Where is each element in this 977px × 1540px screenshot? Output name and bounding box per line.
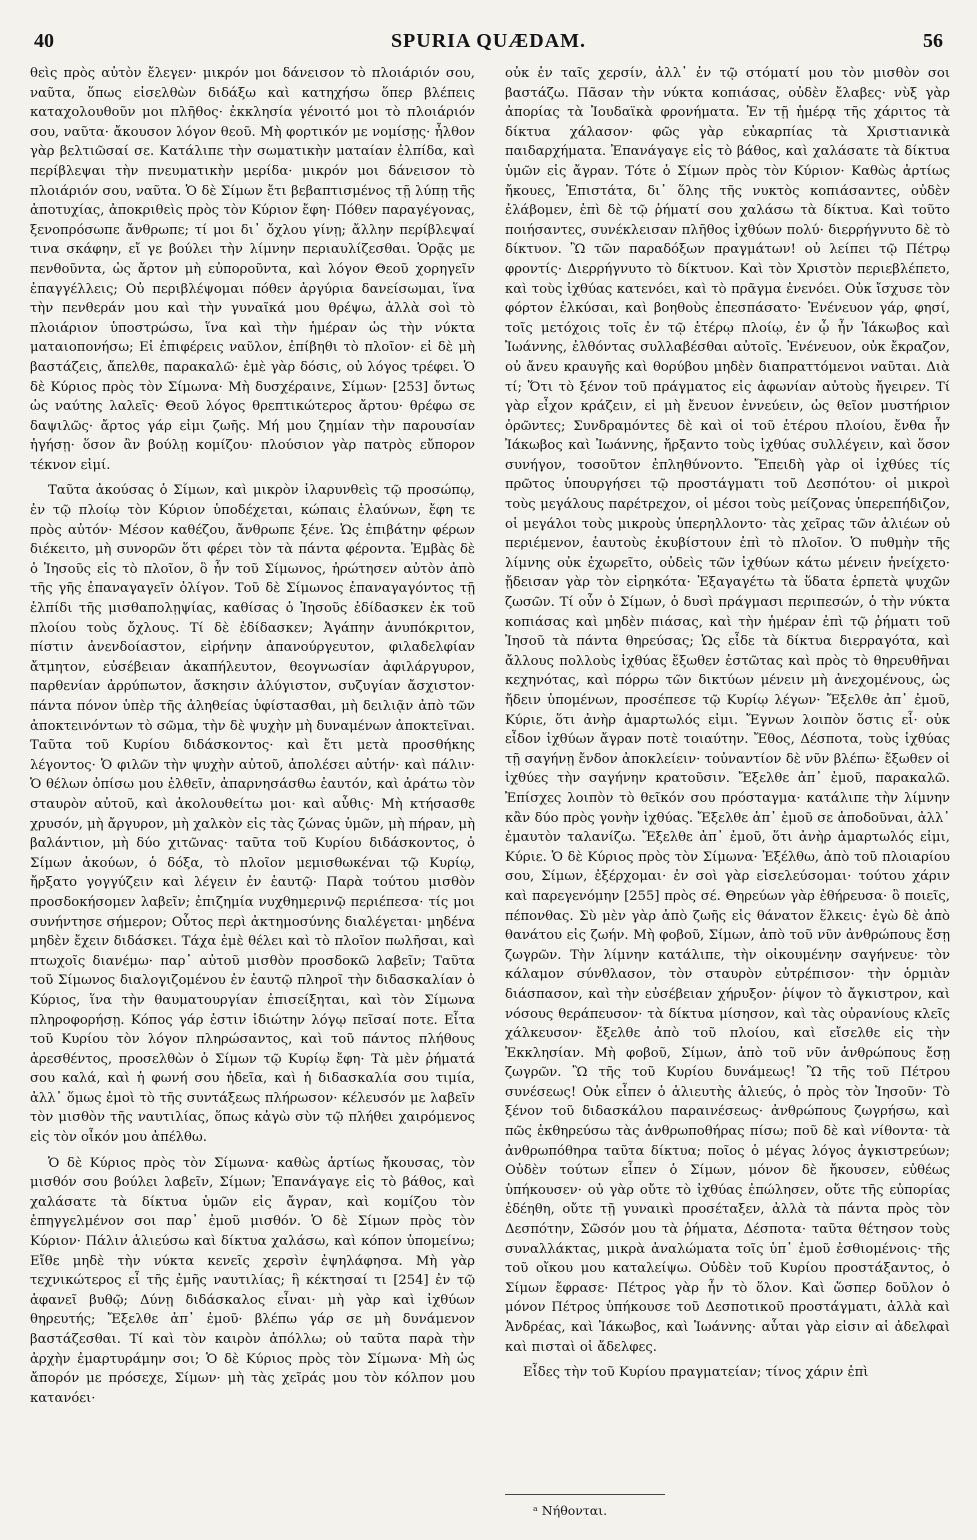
left-paragraph-1: θεὶς πρὸς αὐτὸν ἔλεγεν· μικρόν μοι δάνεισον τὸ πλοιάριόν σου, ναῦτα, ὅπως εἰσελθὼν διδάξω καὶ κατηχήσω ὅπερ βλέπεις καταχολουθοῦν μοι πλῆθος· ἐκκλησία γένοιτό μοι τὸ πλοιάριόν σου, ναῦτα· ἄκουσον λόγον θεοῦ. Μὴ φορτικόν με νομίσῃς· ἦλθον γὰρ βελτιῶσαί σε. Κατάλιπε τὴν σωματικὴν ματαίαν ἐλπίδα, καὶ περίβλεψαι τὴν πνευματικὴν μερίδα· μικρόν μοι δάνεισον τὸ πλοιάριόν σου, ναῦτα. Ὁ δὲ Σίμων ἔτι βεβαπτισμένος τῇ λύπῃ τῆς ἀποτυχίας, ἀποκριθεὶς πρὸς τὸν Κύριον ἔφη· Πόθεν παραγέγονας, ξενοπρόσωπε ἄνθρωπε; τί μοι δι᾽ ὄχλου γίνῃ; ἄλλην περίβλεψαί τινα σκάφην, εἴ γε βούλει τὴν λίμνην περιαυλίζεσθαι. Ὁρᾷς με πενθοῦντα, ὡς ἄρτον μὴ εὐποροῦντα, καὶ λόγον Θεοῦ χορηγεῖν ἐπαγγέλλεις; Οὐ περιβλέψομαι πόθεν ἀργύρια δανείσωμαι, ἵνα τὴν πενθεράν μου καὶ τὴν γυναῖκά μου θρέψω, ἀλλὰ σοὶ τὸ πλοιάριον ὑποστρώσω, ἵνα καὶ τὴν ἡμέραν ὡς τὴν νύκτα ματαιοπονήσω; Εἰ ἐπιφέρεις ναῦλον, ἐπίβηθι τὸ πλοῖον· εἰ δὲ μὴ βαστάζεις, ἄπελθε, παρακαλῶ· ἐμὲ γὰρ δόσις, οὐ λόγος τρέφει. Ὁ δὲ Κύριος πρὸς τὸν Σίμωνα· Μὴ δυσχέραινε, Σίμων· [253] ὄντως ὡς ναύτης λαλεῖς· Θεοῦ λόγος θρεπτικώτερος ἄρτου· θρέφω σε δαψιλῶς· ἄρτος γάρ εἰμι ζωῆς. Μή μου ζημίαν τὴν παρουσίαν ἡγήσῃ· ὅσον ἂν βούλῃ κομίζου· πλούσιον γὰρ πατρὸς εὔπορον τέκνον εἰμί. — [30, 66, 475, 473]
right-paragraph-1: οὐκ ἐν ταῖς χερσίν, ἀλλ᾽ ἐν τῷ στόματί μου τὸν μισθὸν σοι βαστάζω. Πᾶσαν τὴν νύκτα κοπιάσας, οὐδὲν ἔλαβες· νὺξ γὰρ ἀπορίας τὰ Ἰουδαϊκὰ φρονήματα. Ἐν τῇ ἡμέρᾳ τῆς χάριτος τὰ δίκτυα χάλασον· φῶς γὰρ εὐκαρπίας τὰ Χριστιανικὰ παιδαρχήματα. Ἐπανάγαγε εἰς τὸ βάθος, καὶ χαλάσατε τὰ δίκτυα ὑμῶν εἰς ἄγραν. Τότε ὁ Σίμων πρὸς τὸν Κύριον· Καθὼς ἀρτίως ἤκουες, Ἐπιστάτα, δι᾽ ὅλης τῆς νυκτὸς κοπιάσαντες, οὐδὲν ἐλάβομεν, ἐπὶ δὲ τῷ ῥήματί σου χαλάσω τὰ δίκτυα. Καὶ τοῦτο ποιήσαντες, συνέκλεισαν πλῆθος ἰχθύων πολύ· διερρήγνυτο δὲ τὸ δίκτυον. Ὢ τῶν παραδόξων πραγμάτων! οὐ λείπει τῷ Πέτρῳ φροντίς· Διερρήγνυτο τὸ δίκτυον. Καὶ τὸν Χριστὸν περιεβλέπετο, καὶ τοὺς ἰχθύας κατενόει, καὶ τὸ πρᾶγμα ἐνενόει. Οὐκ ἴσχυσε τὸν φόρτον ἑλκύσαι, καὶ βοηθοὺς ἐπεσπάσατο· Ἐνένευον γάρ, φησί, τοῖς μετόχοις τοῖς ἐν τῷ ἑτέρῳ πλοίῳ, ἐν ᾧ ἦν Ἰάκωβος καὶ Ἰωάννης, ἐλθόντας συλλαβέσθαι αὐτοῖς. Ἐνένευον, οὐκ ἔκραζον, οὐ ἄνευ κραυγῆς καὶ θορύβου μηδὲν διαπραττόμενοι ναῦται. Διὰ τί; Ὅτι τὸ ξένον τοῦ πράγματος εἰς ἀφωνίαν αὐτοὺς ἤγειρεν. Τί γὰρ εἶχον κράζειν, εἰ μὴ ἔνευον ἐννεύειν, ὡς θεῖον μυστήριον ὁρῶντες; Συνδραμόντες δὲ καὶ οἱ τοῦ ἑτέρου πλοίου, ἔνθα ἦν Ἰάκωβος καὶ Ἰωάννης, ἤρξαντο τοὺς ἰχθύας συλλέγειν, καὶ ὅσον συνήγον, τοσοῦτον ἐπληθύνοντο. Ἔπειδὴ γὰρ οἱ ἰχθύες τίς πρῶτος ὑπουργήσει τῷ προστάγματι τοῦ Δεσπότου· οἱ μικροὶ τοὺς μεγάλους παρέτρεχον, οἱ μέσοι τοὺς μείζονας ὑπερεπήδιζον, οἱ μεγάλοι τοὺς μικροὺς ὑπερηλλοντο· τὰς χεῖρας τῶν ἁλιέων οὐ περιέμενον, ἑαυτοὺς ἐκυβίστουν ἐπὶ τὸ πλοῖον. Ὁ πυθμὴν τῆς λίμνης οὐκ ἐχωρεῖτο, οὐδεὶς τῶν ἰχθύων κάτω μένειν ἠνείχετο· ᾔδεισαν γὰρ τὸν εἰρηκότα· Ἐξαγαγέτω τὰ ὕδατα ἑρπετὰ ψυχῶν ζωσῶν. Τί οὖν ὁ Σίμων, ὁ δυσὶ πράγμασι περιπεσών, ὁ τὴν νύκτα κοπιάσας καὶ μηδὲν πιάσας, καὶ τὴν ἡμέραν ἐπὶ τῷ ῥήματι τοῦ Ἰησοῦ τὰ πάντα θηρεύσας; Ὡς εἶδε τὰ δίκτυα διερραγότα, καὶ ἄλλους πολλοὺς ἰχθύας ἔξωθεν ἑστῶτας καὶ πρὸς τὸ θηρευθῆναι κεχηνότας, καὶ πόρρω τῶν δικτύων μένειν μὴ ἀνεχομένους, ὡς ἤδειν ὑπομένων, προσέπεσε τῷ Κυρίῳ λέγων· Ἔξελθε ἀπ᾽ ἐμοῦ, Κύριε, ὅτι ἀνὴρ ἁμαρτωλός εἰμι. Ἔγνων λοιπὸν ὅστις εἶ· οὐκ εἶδον ἰχθύων ἄγραν ποτὲ τοιαύτην. Ἔθος, Δέσποτα, τοὺς ἰχθύας τῇ σαγήνῃ ἔνδον ἀποκλείειν· τοὐναντίον δὲ νῦν βλέπω· ἔξωθεν οἱ ἰχθύες τὴν σαγήνην κρατοῦσιν. Ἔξελθε ἀπ᾽ ἐμοῦ, παρακαλῶ. Ἐπίσχες λοιπὸν τὸ θεῖκόν σου πρόσταγμα· κατάλιπε τὴν λίμνην κἂν δύο πρὸς γονὴν ἰχθύας. Ἔξελθε ἀπ᾽ ἐμοῦ σε ἀποδοῦναι, ἀλλ᾽ ἐμαυτὸν ταλανίζω. Ἔξελθε ἀπ᾽ ἐμοῦ, ὅτι ἀνὴρ ἁμαρτωλός εἰμι, Κύριε. Ὁ δὲ Κύριος πρὸς τὸν Σίμωνα· Ἐξέλθω, ἀπὸ τοῦ πλοιαρίου σου, Σίμων, ἐξέρχομαι· ἐν σοὶ γὰρ εἰσελεύσομαι· τούτου χάριν καὶ παρεγενόμην [255] πρὸς σέ. Θηρεύων γὰρ ἐθήρευσα· ὃ ποιεῖς, πέπονθας. Σὺ μὲν γὰρ ἀπὸ ζωῆς εἰς θάνατον ἕλκεις· ἐγὼ δὲ ἀπὸ θανάτου εἰς ζωήν. Μὴ φοβοῦ, Σίμων, ἀπὸ τοῦ νῦν ἀνθρώπους ἔσῃ ζωγρῶν. Τὴν λίμνην κατάλιπε, τὴν οἰκουμένην σαγήνευε· τὸν κάλαμον σύνθλασον, τὸν σταυρὸν εὐτρέπισον· τὴν ὁρμιὰν διάσπασον, καὶ τὴν εὐσέβειαν χήρυξον· ῥίψον τὸ ἄγκιστρον, καὶ νόσους θεράπευσον· τὰ δίκτυα μίσησον, καὶ τὰς οὐρανίους κλεῖς χάλκευσον· ἔξελθε ἀπὸ τοῦ πλοίου, καὶ εἴσελθε εἰς τὴν Ἐκκλησίαν. Μὴ φοβοῦ, Σίμων, ἀπὸ τοῦ νῦν ἀνθρώπους ἔσῃ ζωγρῶν. Ὢ τῆς τοῦ Κυρίου δυνάμεως! Ὢ τῆς τοῦ Πέτρου συνέσεως! Οὐκ εἶπεν ὁ ἁλιευτὴς ἁλιεύς, ὁ πρὸς τὸν Ἰησοῦν· Τὸ ξένον τοῦ διδασκάλου παραινέσεως· ἀνθρώπους ζωγρήσω, καὶ πῶς ἐκθηρεύσω τὰς ἀνθρωποθήρας πίσω; ποῦ δὲ καὶ νίθοντα· τὰ ἀνθρωπόθηρα ταῦτα δίκτυα; ποῖος ὁ μέγας λόγος ἀγκιστρεύων; Οὐδὲν τούτων εἶπεν ὁ Σίμων, μόνον δὲ ἤκουσεν, εὐθέως ὑπήκουσεν· οὐ γὰρ οὔτε τὸ ἰχθύας ἐπώλησεν, οὔτε τῆς εὐπορίας ἐδέηθη, οὔτε τῇ γυναικὶ προσέταξεν, ἀλλὰ τὰ πάντα πρὸς τὸν Δεσπότην, Σῶσόν μου τὰ ῥήματα, Δέσποτα· ταῦτα θέτησον τοὺς συναλλάκτας, μικρὰ ἀναλώματα τοῖς ὑπ᾽ ἐμοῦ ἐσθιομένοις· τῆς τοῦ οἴκου μου καταλείψω. Οὐδὲν τοῦ Κυρίου προστάξαντος, ὁ Σίμων ἔφρασε· Πέτρος γὰρ ἦν τὸ ὅλον. Καὶ ὥσπερ δοῦλον ὁ μόνον Πέτρος ὑπήκουσε τοῦ Δεσποτικοῦ προστάγματι, ἀλλὰ καὶ Ἀνδρέας, καὶ Ἰάκωβος, καὶ Ἰωάννης· αὗται γὰρ εἰσιν αἱ ἀδελφαὶ καὶ πισταὶ οἱ ἄδελφες. — [505, 66, 950, 1355]
running-title: SPURIA QUÆDAM. — [390, 30, 587, 52]
footnote-divider — [505, 1494, 665, 1495]
left-paragraph-3: Ὁ δὲ Κύριος πρὸς τὸν Σίμωνα· καθὼς ἀρτίως ἤκουσας, τὸν μισθόν σου βούλει λαβεῖν, Σίμων; Ἐπανάγαγε εἰς τὸ βάθος, καὶ χαλάσατε τὰ δίκτυα ὑμῶν εἰς ἄγραν, καὶ κομίζου τὸν ἐπηγγελμένον σοι παρ᾽ ἐμοῦ μισθόν. Ὁ δὲ Σίμων πρὸς τὸν Κύριον· Πάλιν ἁλιεύσω καὶ δίκτυα χαλάσω, καὶ κόπον ὑπομείνω; Εἴθε μηδὲ τὴν νύκτα κενεῖς χερσὶν ἐψηλάφησα. Μὴ γὰρ τεχνικώτερος εἶ τῆς ἐμῆς ναυτιλίας; ἣ κέκτησαί τι [254] ἐν τῷ ἀφανεῖ βυθῷ; Δύνῃ διδάσκαλος εἶναι· μὴ γὰρ καὶ ἰχθύων θηρευτής; Ἔξελθε ἀπ᾽ ἐμοῦ· βλέπω γάρ σε μὴ δυνάμενον βαστάζεσθαι. Τί καὶ τὸν καιρὸν ἀπόλλω; οὐ ταῦτα παρὰ τὴν ἀρχὴν ἐμαρτυράμην σοι; Ὁ δὲ Κύριος πρὸς τὸν Σίμωνα· Μὴ ὡς ἄπορόν με πρόσεχε, Σίμων· μὴ τὰς χεῖράς μου τὸν κόλπον μου κατανόει· — [30, 1155, 475, 1406]
footnote: ᵃ Νήθονται. — [533, 1503, 608, 1518]
right-column — [505, 64, 950, 1383]
left-paragraph-2: Ταῦτα ἀκούσας ὁ Σίμων, καὶ μικρὸν ἱλαρυνθεὶς τῷ προσώπῳ, ἐν τῷ πλοίῳ τὸν Κύριον ὑποδέχεται, κώπαις ἐλαύνων, ἔφη τε πρὸς αὐτόν· Μέσον καθέζου, ἄνθρωπε ξένε. Ὡς ἐπιβάτην φέρων διέκειτο, μὴ συνορῶν ὅτι φέρει τὸν τὰ πάντα φέροντα. Ἐμβὰς δὲ ὁ Ἰησοῦς εἰς τὸ πλοῖον, ὃ ἦν τοῦ Σίμωνος, ἠρώτησεν αὐτὸν ἀπὸ τῆς γῆς ἐπαναγαγεῖν ὀλίγον. Τοῦ δὲ Σίμωνος ἐπαναγαγόντος τῇ ἐλπίδι τῆς μισθαπολῃψίας, καθίσας ὁ Ἰησοῦς ἐδίδασκεν ἐκ τοῦ πλοίου τοὺς ὄχλους. Τί δὲ ἐδίδασκεν; Ἀγάπην ἀνυπόκριτον, πίστιν ἀνενδοίαστον, εἰρήνην ἀπανούργευτον, φιλαδελφίαν ἄτμητον, εὐσέβειαν ἀκαπήλευτον, θεογνωσίαν ἀφιλάργυρον, παρθενίαν ἀρρύπωτον, ἄσκησιν ἀλύγιστον, συζυγίαν ἄσχιστον· πάντα πόνον ὑπὲρ τῆς ἀληθείας ὑφίστασθαι, μὴ δειλιᾷν ἀπὸ τῶν ἀποκτεινόντων τὸ σῶμα, τὴν δὲ ψυχὴν μὴ δυναμένων ἀποκτεῖναι. Ταῦτα τοῦ Κυρίου διδάσκοντος· καὶ ἔτι μετὰ προσθήκης λέγοντος· Ὁ φιλῶν τὴν ψυχὴν αὐτοῦ, ἀπολέσει αὐτήν· καὶ πάλιν· Ὁ θέλων ὀπίσω μου ἐλθεῖν, ἀπαρνησάσθω ἑαυτόν, καὶ ἀράτω τὸν σταυρὸν αὐτοῦ, καὶ ἀκολουθείτω μοι· καὶ αὖθις· Μὴ κτήσασθε χρυσόν, μὴ ἄργυρον, μὴ χαλκὸν εἰς τὰς ζώνας ὑμῶν, μὴ πήραν, μὴ βαλάντιον, μὴ δύο χιτῶνας· ταῦτα τοῦ Κυρίου διδάσκοντος, ὁ Σίμων ἀκούων, ὁ δόξα, τὸ πλοῖον μεμισθωκέναι τῷ Κυρίῳ, ἤρξατο γογγύζειν καὶ λέγειν ἐν ἑαυτῷ· Παρὰ τούτου μισθὸν προσδοκήσομεν λαβεῖν; ἐπιζημία νυχθημερινῷ περιέπεσα· τίς μοι συνήντησε σήμερον; Οὗτος περὶ ἀκτημοσύνης διαλέγεται· μηδένα μηδὲν ἔχειν διδάσκει. Τάχα ἐμὲ θέλει καὶ τὸ πλοῖον πωλῆσαι, καὶ πτωχοῖς διανέμω· παρ᾽ αὐτοῦ μισθὸν προσδοκῶ λαβεῖν; Ταῦτα τοῦ Σίμωνος διαλογιζομένου ἐν ἑαυτῷ πληροῖ τὴν διδασκαλίαν ὁ Κύριος, ἵνα τὴν θαυματουργίαν ἐπισείξηται, καὶ τὸν Σίμωνα πληροφορήσῃ. Κόπος γάρ ἐστιν ἰδιώτην λόγῳ πεῖσαί ποτε. Εἶτα τοῦ Κυρίου τὸν λόγον πληρώσαντος, καὶ τοῦ πάντος πλήθους ἀρεσθέντος, προσελθὼν ὁ Σίμων τῷ Κυρίῳ ἔφη· Τὰ μὲν ῥήματά σου καλά, καὶ ἡ φωνή σου ἡδεῖα, καὶ ἡ διδασκαλία σου τιμία, ἀλλ᾽ ὅμως ἐμοὶ τὸ τῆς συντάξεως πλήρωσον· κέλευσόν με λαβεῖν τὸν μισθὸν τῆς ναυτιλίας, ὅπως κἀγὼ σὺν τῷ πλήθει χαιρόμενος εἰς τὸν οἶκόν μου ἀπέλθω. — [30, 483, 475, 1146]
page-number-left: 40 — [34, 30, 54, 52]
page-number-right: 56 — [923, 30, 943, 52]
page-header — [28, 30, 949, 60]
left-column — [30, 64, 475, 1408]
right-paragraph-2: Εἶδες τὴν τοῦ Κυρίου πραγματείαν; τίνος χάριν ἐπὶ — [523, 1365, 869, 1381]
